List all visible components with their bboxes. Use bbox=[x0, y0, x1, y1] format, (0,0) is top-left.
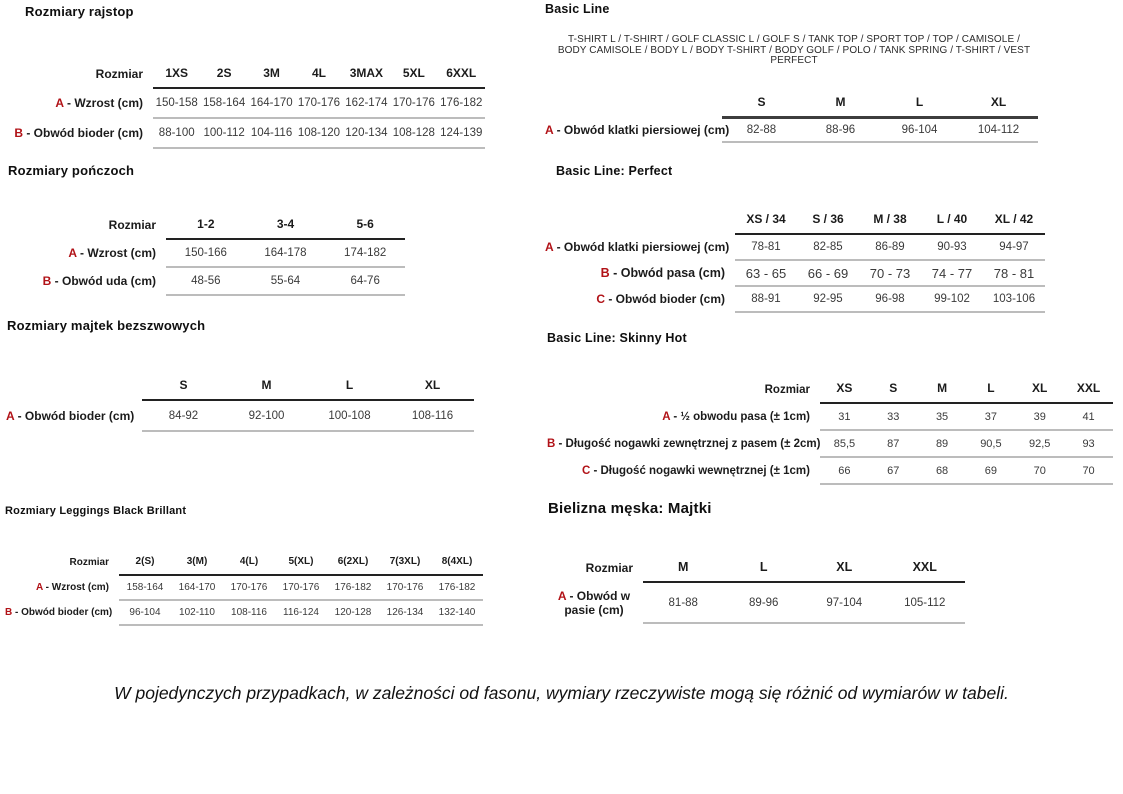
size-value-cell: 174-182 bbox=[325, 239, 405, 267]
table-row bbox=[545, 286, 1045, 312]
size-value-cell: 92-100 bbox=[225, 400, 308, 431]
corner-label: Rozmiar bbox=[764, 384, 810, 396]
column-header: XL / 42 bbox=[983, 202, 1045, 234]
row-letter: B bbox=[42, 274, 52, 288]
size-value-cell: 162-174 bbox=[343, 88, 390, 118]
size-value-cell: 99-102 bbox=[921, 286, 983, 312]
size-value-cell: 104-116 bbox=[248, 118, 295, 148]
column-header: 6(2XL) bbox=[327, 546, 379, 575]
skinny-hot-size-table bbox=[547, 371, 1113, 485]
size-table bbox=[5, 546, 483, 626]
size-value-cell: 102-110 bbox=[171, 600, 223, 625]
section-title: Basic Line: Skinny Hot bbox=[547, 331, 687, 345]
table-row bbox=[6, 239, 405, 267]
size-value-cell: 158-164 bbox=[200, 88, 247, 118]
column-header: 3MAX bbox=[343, 56, 390, 88]
column-header: XS bbox=[820, 371, 869, 403]
size-value-cell: 124-139 bbox=[438, 118, 485, 148]
column-header: S bbox=[142, 367, 225, 400]
section-title: Rozmiary pończoch bbox=[8, 163, 135, 178]
row-label: A - ½ obwodu pasa (± 1cm) bbox=[662, 410, 810, 423]
table-head bbox=[6, 367, 474, 400]
size-value-cell: 170-176 bbox=[379, 575, 431, 600]
size-value-cell: 92,5 bbox=[1015, 430, 1064, 457]
size-value-cell: 84-92 bbox=[142, 400, 225, 431]
perfect-size-table bbox=[545, 202, 1045, 313]
corner-label: Rozmiar bbox=[585, 561, 633, 575]
row-label: B - Długość nogawki zewnętrznej z pasem (± 2cm) bbox=[547, 437, 821, 450]
table-row bbox=[5, 575, 483, 600]
row-letter: A bbox=[36, 582, 43, 593]
column-header: M bbox=[225, 367, 308, 400]
header-row bbox=[6, 207, 405, 239]
row-letter: A bbox=[662, 410, 671, 423]
row-label: A - Obwód klatki piersiowej (cm) bbox=[545, 240, 730, 254]
size-value-cell: 48-56 bbox=[166, 267, 246, 295]
header-row bbox=[545, 202, 1045, 234]
size-value-cell: 55-64 bbox=[246, 267, 326, 295]
column-header: L bbox=[880, 84, 959, 118]
size-value-cell: 89-96 bbox=[724, 582, 805, 623]
column-header: L / 40 bbox=[921, 202, 983, 234]
table-row bbox=[6, 267, 405, 295]
size-value-cell: 105-112 bbox=[885, 582, 966, 623]
size-value-cell: 70 bbox=[1064, 457, 1113, 484]
size-value-cell: 31 bbox=[820, 403, 869, 430]
table-head bbox=[545, 547, 965, 582]
header-row bbox=[6, 367, 474, 400]
size-value-cell: 63 - 65 bbox=[735, 260, 797, 286]
size-value-cell: 120-128 bbox=[327, 600, 379, 625]
corner-label: Rozmiar bbox=[95, 67, 143, 81]
size-value-cell: 78-81 bbox=[735, 234, 797, 260]
size-value-cell: 33 bbox=[869, 403, 918, 430]
table-body bbox=[6, 400, 474, 431]
corner-label: Rozmiar bbox=[108, 218, 156, 232]
corner-label bbox=[545, 84, 722, 118]
table-row bbox=[547, 457, 1113, 484]
row-letter: C bbox=[581, 464, 591, 477]
column-header: L bbox=[308, 367, 391, 400]
majtki-meskie-size-table bbox=[545, 547, 965, 624]
table-body bbox=[545, 582, 965, 623]
size-value-cell: 69 bbox=[966, 457, 1015, 484]
size-value-cell: 97-104 bbox=[804, 582, 885, 623]
size-value-cell: 100-112 bbox=[200, 118, 247, 148]
header-row bbox=[5, 546, 483, 575]
row-letter: B bbox=[547, 437, 556, 450]
column-header: 5XL bbox=[390, 56, 437, 88]
size-value-cell: 41 bbox=[1064, 403, 1113, 430]
row-label: A - Wzrost (cm) bbox=[68, 246, 156, 260]
column-header: 5(XL) bbox=[275, 546, 327, 575]
table-head bbox=[5, 546, 483, 575]
size-value-cell: 100-108 bbox=[308, 400, 391, 431]
column-header: XXL bbox=[885, 547, 966, 582]
table-body bbox=[6, 88, 485, 148]
corner-label bbox=[6, 367, 142, 400]
row-label: C - Obwód bioder (cm) bbox=[596, 292, 725, 306]
section-title: Rozmiary Leggings Black Brillant bbox=[5, 505, 187, 517]
table-row bbox=[545, 582, 965, 623]
column-header: 4L bbox=[295, 56, 342, 88]
size-value-cell: 82-85 bbox=[797, 234, 859, 260]
column-header: XXL bbox=[1064, 371, 1113, 403]
size-value-cell: 67 bbox=[869, 457, 918, 484]
row-label: B - Obwód bioder (cm) bbox=[14, 126, 143, 140]
row-label: A - Obwód bioder (cm) bbox=[6, 408, 135, 423]
ponczochy-size-table bbox=[6, 207, 405, 296]
size-value-cell: 88-100 bbox=[153, 118, 200, 148]
column-header: M / 38 bbox=[859, 202, 921, 234]
column-header: L bbox=[966, 371, 1015, 403]
table-head bbox=[547, 371, 1113, 403]
size-table bbox=[545, 202, 1045, 313]
size-table bbox=[6, 56, 485, 149]
size-value-cell: 150-166 bbox=[166, 239, 246, 267]
row-label: A - Wzrost (cm) bbox=[55, 96, 143, 110]
size-value-cell: 90,5 bbox=[966, 430, 1015, 457]
size-value-cell: 70 bbox=[1015, 457, 1064, 484]
table-row bbox=[547, 430, 1113, 457]
size-value-cell: 39 bbox=[1015, 403, 1064, 430]
size-table bbox=[6, 367, 474, 432]
table-body bbox=[545, 118, 1038, 143]
size-value-cell: 66 - 69 bbox=[797, 260, 859, 286]
size-value-cell: 170-176 bbox=[275, 575, 327, 600]
size-value-cell: 103-106 bbox=[983, 286, 1045, 312]
size-value-cell: 176-182 bbox=[431, 575, 483, 600]
table-head bbox=[545, 84, 1038, 118]
size-value-cell: 88-96 bbox=[801, 118, 880, 143]
row-letter: B bbox=[600, 266, 610, 280]
size-value-cell: 88-91 bbox=[735, 286, 797, 312]
size-value-cell: 164-178 bbox=[246, 239, 326, 267]
size-value-cell: 37 bbox=[966, 403, 1015, 430]
size-value-cell: 96-98 bbox=[859, 286, 921, 312]
section-title: Basic Line: Perfect bbox=[556, 164, 673, 178]
table-row bbox=[6, 88, 485, 118]
size-value-cell: 89 bbox=[918, 430, 967, 457]
size-value-cell: 78 - 81 bbox=[983, 260, 1045, 286]
row-letter: A bbox=[68, 246, 77, 260]
size-table bbox=[545, 547, 965, 624]
row-letter: B bbox=[5, 607, 13, 618]
size-value-cell: 90-93 bbox=[921, 234, 983, 260]
size-value-cell: 170-176 bbox=[390, 88, 437, 118]
size-value-cell: 82-88 bbox=[722, 118, 801, 143]
size-value-cell: 108-128 bbox=[390, 118, 437, 148]
size-value-cell: 85,5 bbox=[820, 430, 869, 457]
table-body bbox=[545, 234, 1045, 312]
size-value-cell: 96-104 bbox=[880, 118, 959, 143]
size-value-cell: 86-89 bbox=[859, 234, 921, 260]
row-label: C - Długość nogawki wewnętrznej (± 1cm) bbox=[581, 464, 810, 477]
column-header: 1-2 bbox=[166, 207, 246, 239]
column-header: M bbox=[918, 371, 967, 403]
column-header: XL bbox=[804, 547, 885, 582]
size-value-cell: 132-140 bbox=[431, 600, 483, 625]
column-header: 3-4 bbox=[246, 207, 326, 239]
size-value-cell: 94-97 bbox=[983, 234, 1045, 260]
row-label: B - Obwód pasa (cm) bbox=[600, 266, 725, 280]
corner-label: Rozmiar bbox=[69, 557, 109, 568]
size-value-cell: 66 bbox=[820, 457, 869, 484]
column-header: XL bbox=[1015, 371, 1064, 403]
column-header: 7(3XL) bbox=[379, 546, 431, 575]
table-body bbox=[547, 403, 1113, 484]
basic-line-size-table bbox=[545, 84, 1038, 143]
row-letter: A bbox=[55, 96, 64, 110]
column-header: 5-6 bbox=[325, 207, 405, 239]
size-value-cell: 116-124 bbox=[275, 600, 327, 625]
basic-line-products-list: T-SHIRT L / T-SHIRT / GOLF CLASSIC L / GOLF S / TANK TOP / SPORT TOP / TOP / CAMISOLE / BODY CAMISOLE / BODY L / BODY T-SHIRT / BODY GOLF / POLO / TANK SPRING / T-SHIRT / VEST PERFECT bbox=[557, 34, 1031, 66]
column-header: 8(4XL) bbox=[431, 546, 483, 575]
column-header: 6XXL bbox=[438, 56, 485, 88]
column-header: S / 36 bbox=[797, 202, 859, 234]
table-row bbox=[6, 400, 474, 431]
header-row bbox=[6, 56, 485, 88]
size-value-cell: 74 - 77 bbox=[921, 260, 983, 286]
size-value-cell: 64-76 bbox=[325, 267, 405, 295]
size-value-cell: 108-116 bbox=[223, 600, 275, 625]
size-value-cell: 176-182 bbox=[438, 88, 485, 118]
column-header: 3(M) bbox=[171, 546, 223, 575]
corner-label bbox=[545, 202, 735, 234]
row-label: B - Obwód uda (cm) bbox=[42, 274, 156, 288]
column-header: 2(S) bbox=[119, 546, 171, 575]
size-table bbox=[547, 371, 1113, 485]
table-row bbox=[5, 600, 483, 625]
table-body bbox=[5, 575, 483, 625]
column-header: 2S bbox=[200, 56, 247, 88]
footnote-text: W pojedynczych przypadkach, w zależności od fasonu, wymiary rzeczywiste mogą się różnić od wymiarów w tabeli. bbox=[114, 683, 1009, 703]
table-row bbox=[547, 403, 1113, 430]
column-header: 1XS bbox=[153, 56, 200, 88]
table-head bbox=[545, 202, 1045, 234]
column-header: XL bbox=[959, 84, 1038, 118]
table-row bbox=[545, 118, 1038, 143]
size-value-cell: 120-134 bbox=[343, 118, 390, 148]
rajstop-size-table bbox=[6, 56, 485, 149]
size-value-cell: 158-164 bbox=[119, 575, 171, 600]
size-value-cell: 104-112 bbox=[959, 118, 1038, 143]
row-label: A - Obwód klatki piersiowej (cm) bbox=[545, 122, 730, 137]
size-value-cell: 176-182 bbox=[327, 575, 379, 600]
row-letter: A bbox=[545, 240, 554, 254]
column-header: L bbox=[724, 547, 805, 582]
column-header: 4(L) bbox=[223, 546, 275, 575]
column-header: XL bbox=[391, 367, 474, 400]
size-table bbox=[6, 207, 405, 296]
size-value-cell: 70 - 73 bbox=[859, 260, 921, 286]
size-value-cell: 92-95 bbox=[797, 286, 859, 312]
header-row bbox=[545, 547, 965, 582]
row-letter: A bbox=[545, 122, 554, 137]
section-title: Bielizna męska: Majtki bbox=[548, 500, 712, 517]
table-row bbox=[6, 118, 485, 148]
row-label: B - Obwód bioder (cm) bbox=[5, 607, 113, 618]
column-header: 3M bbox=[248, 56, 295, 88]
size-value-cell: 170-176 bbox=[223, 575, 275, 600]
majtki-bezszwowe-size-table bbox=[6, 367, 474, 432]
size-value-cell: 96-104 bbox=[119, 600, 171, 625]
table-body bbox=[6, 239, 405, 295]
size-value-cell: 35 bbox=[918, 403, 967, 430]
leggings-size-table bbox=[5, 546, 483, 626]
table-row bbox=[545, 234, 1045, 260]
table-row bbox=[545, 260, 1045, 286]
size-table bbox=[545, 84, 1038, 143]
size-value-cell: 93 bbox=[1064, 430, 1113, 457]
row-label: A - Obwód w pasie (cm) bbox=[557, 588, 631, 617]
column-header: XS / 34 bbox=[735, 202, 797, 234]
table-head bbox=[6, 207, 405, 239]
table-head bbox=[6, 56, 485, 88]
header-row bbox=[545, 84, 1038, 118]
size-value-cell: 170-176 bbox=[295, 88, 342, 118]
size-value-cell: 81-88 bbox=[643, 582, 724, 623]
row-letter: C bbox=[596, 292, 605, 306]
size-value-cell: 108-116 bbox=[391, 400, 474, 431]
column-header: M bbox=[801, 84, 880, 118]
size-value-cell: 164-170 bbox=[171, 575, 223, 600]
section-title: Rozmiary majtek bezszwowych bbox=[7, 318, 206, 333]
section-title: Rozmiary rajstop bbox=[25, 4, 134, 19]
column-header: S bbox=[722, 84, 801, 118]
size-value-cell: 108-120 bbox=[295, 118, 342, 148]
row-letter: A bbox=[6, 408, 15, 423]
column-header: S bbox=[869, 371, 918, 403]
column-header: M bbox=[643, 547, 724, 582]
size-value-cell: 126-134 bbox=[379, 600, 431, 625]
size-value-cell: 150-158 bbox=[153, 88, 200, 118]
size-value-cell: 68 bbox=[918, 457, 967, 484]
row-letter: A bbox=[557, 588, 567, 603]
row-letter: B bbox=[14, 126, 23, 140]
size-value-cell: 164-170 bbox=[248, 88, 295, 118]
size-value-cell: 87 bbox=[869, 430, 918, 457]
row-label: A - Wzrost (cm) bbox=[36, 582, 109, 593]
header-row bbox=[547, 371, 1113, 403]
section-title: Basic Line bbox=[545, 2, 610, 16]
